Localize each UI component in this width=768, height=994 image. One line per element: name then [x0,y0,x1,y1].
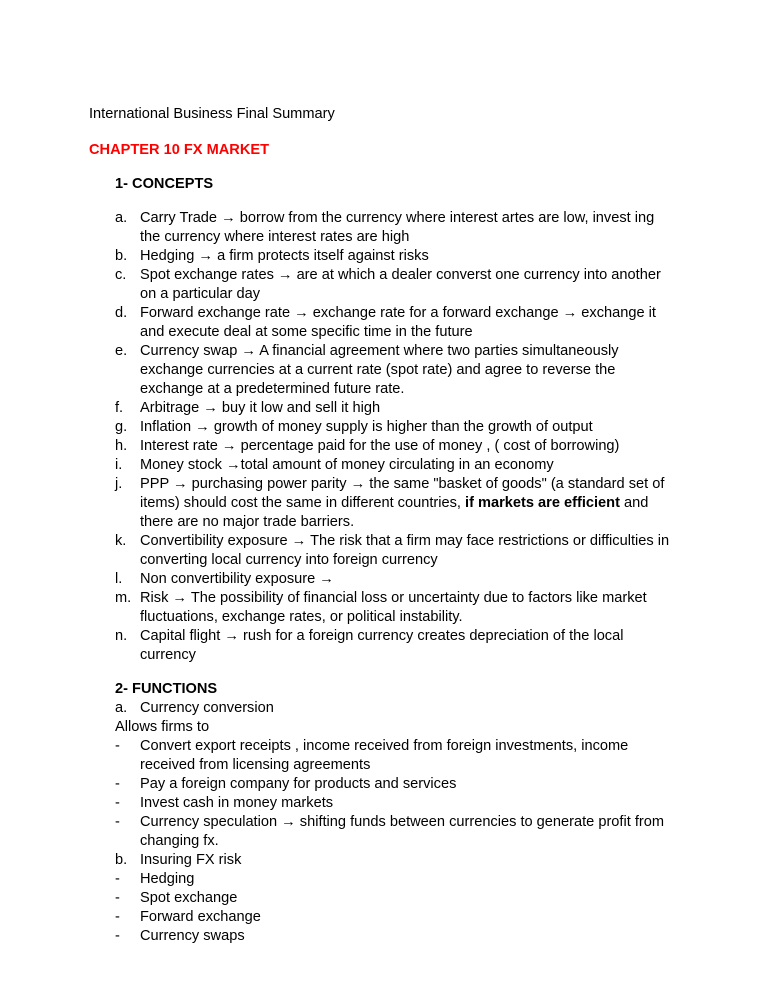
list-text [140,456,678,475]
list-text [140,813,678,851]
list-text-segment: Currency conversion [140,700,274,716]
list-marker: l. [115,571,123,587]
list-marker: h. [115,438,128,454]
list-text-segment: Money stock →total amount of money circulating in an economy [140,457,554,473]
list-item [115,266,678,304]
list-text [140,342,678,399]
blank-line [89,194,678,209]
list-item [115,699,678,718]
list-marker: b. [115,248,128,264]
list-text-segment: Currency speculation → shifting funds between currencies to generate profit from changing fx. [140,814,665,849]
list-item [115,813,678,851]
list-item [115,908,678,927]
list-text-segment: Insuring FX risk [140,852,242,868]
list-text-segment: Convert export receipts , income received from foreign investments, income received from licensing agreements [140,738,629,773]
list-text [140,737,678,775]
list-item [115,851,678,870]
list-text-segment: Invest cash in money markets [140,795,334,811]
list-text-segment: Non convertibility exposure → [140,571,334,587]
list-text-bold-segment: if markets are efficient [465,495,620,511]
list-text [140,399,678,418]
concepts-list [89,209,678,665]
list-text [140,851,678,870]
list-text-segment: Forward exchange [140,909,261,925]
list-marker: k. [115,533,127,549]
list-text-segment: PPP → purchasing power parity → the same "basket of goods" (a standard set of items) should cost the same in different countries, [140,476,665,511]
blank-line [89,160,678,175]
list-item [115,456,678,475]
functions-list [89,699,678,946]
list-text [140,794,678,813]
list-marker: b. [115,852,128,868]
list-item [115,399,678,418]
section-heading: 2- FUNCTIONS [115,681,218,697]
list-item [115,209,678,247]
list-marker: j. [115,476,123,492]
list-text [140,889,678,908]
list-marker: a. [115,700,128,716]
list-text-segment: Currency swap → A financial agreement where two parties simultaneously exchange currencies at a current rate (spot rate) and agree to reverse the exchange at a predetermined future rate. [140,343,619,397]
list-text [140,589,678,627]
list-marker: - [115,738,120,754]
list-text-segment: Forward exchange rate → exchange rate for a forward exchange → exchange it and execute deal at some specific time in the future [140,305,656,340]
list-item [115,927,678,946]
list-text-segment: Carry Trade → borrow from the currency where interest artes are low, invest ing the currency where interest rates are high [140,210,655,245]
list-text-segment: Spot exchange rates → are at which a dealer converst one currency into another on a particular day [140,267,661,302]
list-marker: n. [115,628,128,644]
list-item [115,627,678,665]
list-marker: d. [115,305,128,321]
list-item [115,532,678,570]
list-text [140,908,678,927]
list-text [140,437,678,456]
list-text-segment: Inflation → growth of money supply is higher than the growth of output [140,419,593,435]
list-marker: - [115,909,120,925]
section-functions [89,680,678,946]
list-text [140,927,678,946]
list-marker: - [115,776,120,792]
list-item [115,418,678,437]
list-text-segment: Interest rate → percentage paid for the use of money , ( cost of borrowing) [140,438,620,454]
list-text-segment: Capital flight → rush for a foreign currency creates depreciation of the local currency [140,628,624,663]
blank-line [89,665,678,680]
list-marker: f. [115,400,124,416]
list-text-segment: and there are no major trade barriers. [140,495,649,530]
list-text [140,475,678,532]
list-marker: g. [115,419,128,435]
list-item [115,775,678,794]
list-item [115,718,678,737]
list-marker: - [115,871,120,887]
list-marker: - [115,814,120,830]
blank-line [89,124,678,141]
list-item [115,475,678,532]
section-heading: 1- CONCEPTS [115,176,214,192]
list-text [140,266,678,304]
list-text-segment: Currency swaps [140,928,245,944]
list-text [140,418,678,437]
list-item [115,870,678,889]
list-text-segment: Convertibility exposure → The risk that a firm may face restrictions or difficulties in converting local currency into foreign currency [140,533,670,568]
list-text [140,870,678,889]
list-text-segment: Pay a foreign company for products and services [140,776,457,792]
list-text [140,570,678,589]
list-item [115,737,678,775]
list-item [115,589,678,627]
section-concepts [89,175,678,665]
list-text [140,304,678,342]
list-item [115,889,678,908]
chapter-heading: CHAPTER 10 FX MARKET [89,142,270,158]
list-marker: - [115,928,120,944]
list-text [140,532,678,570]
list-item [115,342,678,399]
list-marker: m. [115,590,132,606]
list-text-segment: Hedging [140,871,195,887]
list-text [140,699,678,718]
list-text [140,209,678,247]
list-text-segment: Risk → The possibility of financial loss or uncertainty due to factors like market fluctuations, exchange rates, or political instability. [140,590,647,625]
list-marker: e. [115,343,128,359]
list-item [115,437,678,456]
list-text [140,627,678,665]
doc-title: International Business Final Summary [89,106,335,122]
list-text-segment: Hedging → a firm protects itself against risks [140,248,429,264]
list-marker: - [115,890,120,906]
list-text-segment: Arbitrage → buy it low and sell it high [140,400,381,416]
list-text [140,247,678,266]
list-item [115,304,678,342]
list-marker: - [115,795,120,811]
list-marker: a. [115,210,128,226]
list-text [140,775,678,794]
list-marker: i. [115,457,123,473]
list-item [115,570,678,589]
list-text-segment: Spot exchange [140,890,238,906]
list-marker: c. [115,267,127,283]
list-item [115,247,678,266]
list-item [115,794,678,813]
list-text-segment: Allows firms to [115,719,210,735]
list-text [115,719,209,735]
